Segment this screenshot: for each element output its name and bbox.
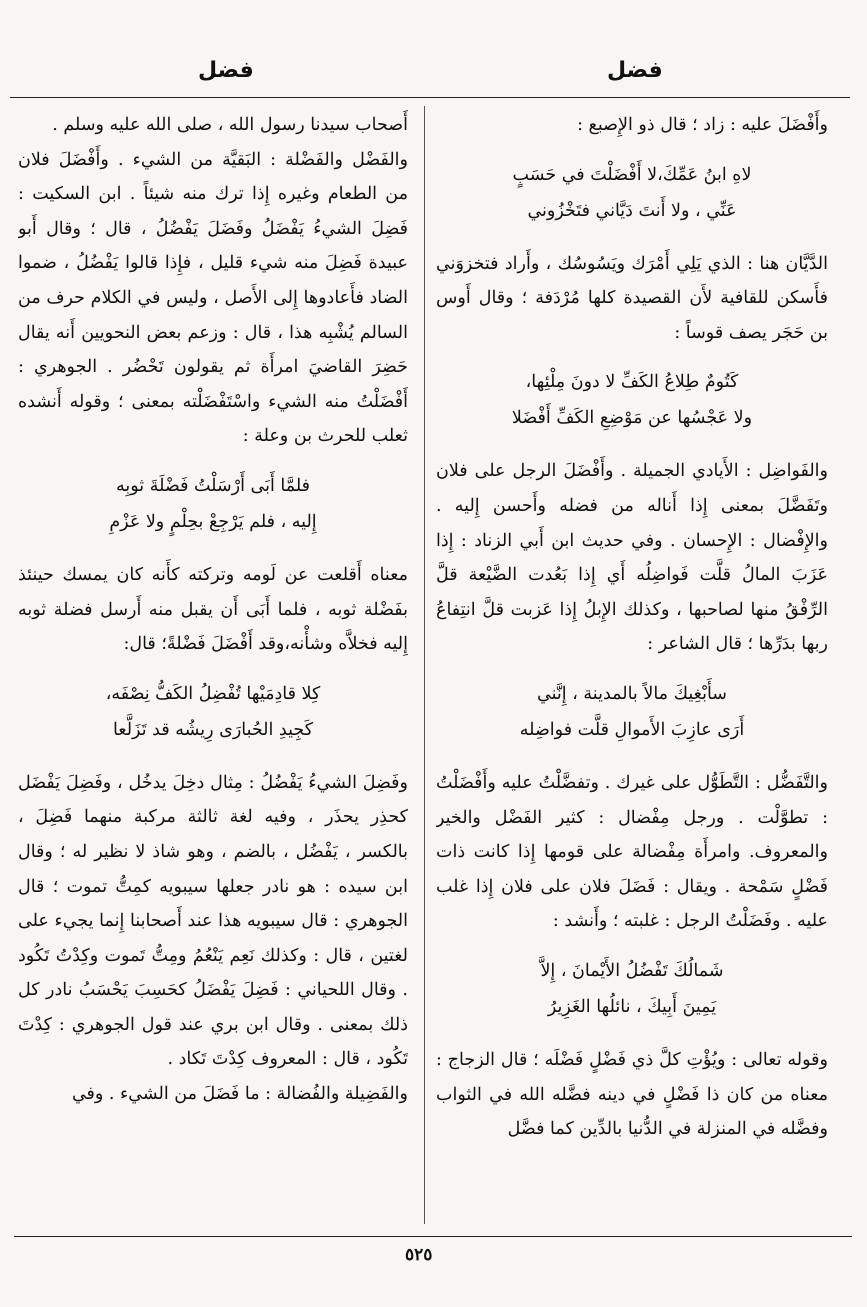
verse [436,676,828,748]
verse-line: شَمالُكَ تَفْضُلُ الأَيْمانَ ، إِلاَّ [540,960,724,981]
verse-line: إِليه ، فلم يَرْجِعْ بحِلْمٍ ولا عَزْمِ [109,511,317,532]
verse-line: فلمَّا أَبَى أَرْسَلْتُ فَضْلَةَ ثوبِه [115,475,310,496]
verse-line: سأَبْغِيكَ مالاً بالمدينة ، إِنَّني [537,683,727,704]
verse-line: أَرَى عازِبَ الأَموالِ قلَّت فواضِله [519,719,745,740]
verse-line: كَتُومٌ طِلاعُ الكَفِّ لا دونَ مِلْئِها، [525,372,739,393]
paragraph: معناه أَقلعت عن لَومه وتركته كأَنه كان يمسك حينئذ بفَضْلة ثوبه ، فلما أَبَى أَن يقبل منه أَرسل فضلة ثوبه إِليه فخلاَّه وشأْنه،وقد أَفْضَلَ فَضْلةً؛ قال: [18,564,408,655]
header-keyword-left: فضل [198,58,254,83]
paragraph: والفَضْل والفَضْلة : البَقيَّة من الشيء . وأَفْضَلَ فلان من الطعام وغيره إِذا ترك منه شيئاً . ابن السكيت : فَضِلَ الشيءُ يَفْضَلُ وفَضَلَ يَفْضُلُ ، قال ؛ وقال أَبو عبيدة فَضِلَ منه شيء قليل ، فإِذا قالوا يَفْضُلُ ، ضموا الضاد فأَعادوها إِلى الأَصل ، وليس في الكلام حرف من السالم يُشْبِه هذا ، قال : وزعم بعض النحويين أَنه يقال حَضِرَ القاضيَ امرأَة ثم يقولون تَحْضُر . الجوهري : أَفْضَلْتُ منه الشيء واسْتَفْضَلْته بمعنى ؛ وقوله أَنشده ثعلب للحرث بن وعلة : [18,149,408,447]
paragraph: وقوله تعالى : ويُؤْتِ كلَّ ذي فَضْلٍ فَضْلَه ؛ قال الزجاج : معناه من كان ذا فَضْلٍ في دينه فضَّله الله في الثواب وفضَّله في المنزلة في الدُّنيا بالدِّين كما فضَّل [436,1049,828,1140]
paragraph: والفَواضِل : الأَيادي الجميلة . وأَفْضَلَ الرجل على فلان وتَفَضَّلَ بمعنى إِذا أَناله من فضله وأَحسن إِليه . والإِفْضال : الإِحسان . وفي حديث ابن أَبي الزناد : إِذا عَزَبَ المالُ قلَّت فَواضِلُه أَي إِذا بَعُدت الضَّيْعة قلَّ الرِّفْقُ منها لصاحبها ، وكذلك الإِبلُ إِذا عَزبت قلَّ انتِفاعُ ربها بدَرِّها ؛ قال الشاعر : [436,461,828,655]
verse-line: كِلا قادِمَيْها تُفْضِلُ الكَفُّ نِصْفَه، [105,683,321,704]
right-column [436,108,828,1228]
paragraph: وفَضِلَ الشيءُ يَفْضُلُ : مِثال دخِلَ يدخُل ، وفَضِلَ يَفْضَل كحذِر يحذَر ، وفيه لغة ثالثة مركبة منهما فَضِلَ ، بالكسر ، يَفْضُل ، بالضم ، وهو شاذ لا نظير له ؛ وقال ابن سيده : هو نادر جعلها سيبويه كمِتُّ تموت ؛ قال الجوهري : قال سيبويه هذا عند أَصحابنا إِنما يجيء على لغتين ، قال : وكذلك نَعِم يَنْعُمُ ومِتُّ تَموت وكِدْتُ تَكُود . وقال اللحياني : فَضِلَ يَفْضَلُ كحَسِبَ يَحْسَبُ نادر كل ذلك بمعنى . وقال ابن بري عند قول الجوهري : كِدْتَ تَكُود ، قال : المعروف كِدْتَ تَكاد . [18,772,408,1070]
footer-rule [14,1236,852,1237]
verse [18,468,408,540]
verse-line: كَجِيدِ الحُبارَى رِيشُه قد تَزَلَّعا [112,719,314,740]
verse-line: يَمِينَ أَبِيكَ ، نائلُها الغَزِيرُ [547,996,717,1017]
verse [436,364,828,436]
column-divider [424,106,425,1224]
verse-line: لاهِ ابنُ عَمِّكَ،لا أَفْضَلْتَ في حَسَبٍ [512,164,752,185]
paragraph: الدَّيَّان هنا : الذي يَلِي أَمْرَك ويَسُوسُك ، وأَراد فتخزوَني فأَسكن للقافية لأَن القصيدة كلها مُرْدَفة ؛ وقال أَوس بن حَجَر يصف قوساً : [436,253,828,343]
header-rule [10,97,850,98]
paragraph: والتَّفَضُّل : التَّطَوُّل على غيرك . وتفضَّلْتُ عليه وأَفْضَلْتُ : تطوَّلْت . ورجل مِفْضال : كثير الفَضْل والخير والمعروف. وامرأَة مِفْضالة على قومها إِذا كانت ذات فَضْلٍ سَمْحة . ويقال : فَضَلَ فلان على فلان إِذا غلب عليه . وفَضَلْتُ الرجل : غلبته ؛ وأَنشد : [436,772,828,932]
paragraph: أَصحاب سيدنا رسول الله ، صلى الله عليه وسلم . [52,115,408,135]
verse [436,953,828,1025]
verse [436,157,828,229]
paragraph: وأَفْضَلَ عليه : زاد ؛ قال ذو الإِصبع : [577,115,828,135]
header-keyword-right: فضل [607,58,663,83]
page-number: ٥٢٥ [405,1245,433,1265]
verse [18,676,408,748]
left-column [18,108,408,1228]
paragraph: والفَضِيلة والفُضالة : ما فَضَلَ من الشيء . وفي [71,1084,408,1105]
verse-line: ولا عَجْسُها عن مَوْضِعِ الكَفِّ أَفْضَلا [511,408,753,429]
verse-line: عَنِّي ، ولا أَنتَ دَيَّاني فتَخْزُوني [527,200,737,221]
